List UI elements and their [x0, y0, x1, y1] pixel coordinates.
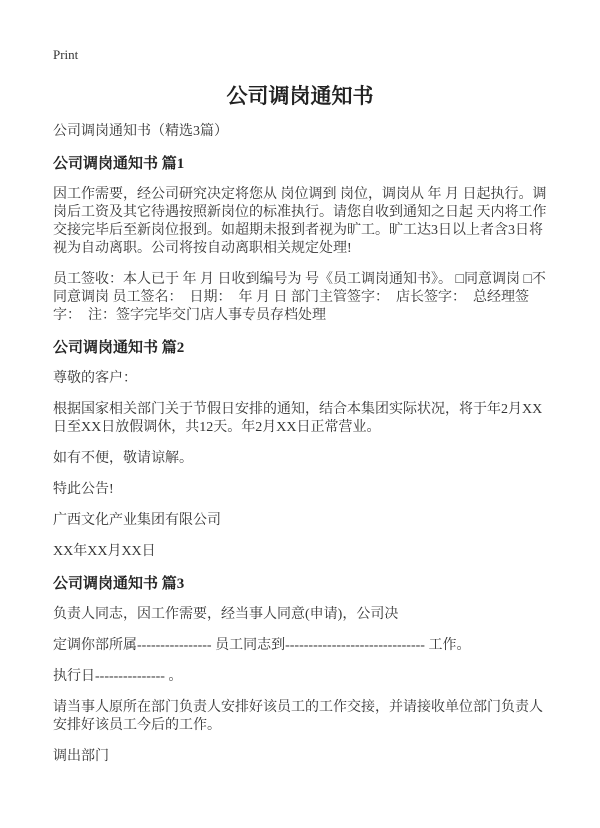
section-2-date-line: XX年XX月XX日: [53, 544, 156, 559]
section-2-company-name: 广西文化产业集团有限公司: [53, 513, 221, 528]
document-subtitle: 公司调岗通知书（精选3篇）: [53, 124, 228, 139]
section-3-handover-paragraph: 请当事人原所在部门负责人安排好该员工的工作交接，并请接收单位部门负责人安排好该员工今后的工作。: [53, 700, 543, 733]
section-2-heading: 公司调岗通知书 篇2: [53, 340, 185, 356]
section-1-paragraph-2: 员工签收：本人已于 年 月 日收到编号为 号《员工调岗通知书》。 □同意调岗 □不同意调岗 员工签名： 日期： 年 月 日 部门主管签字： 店长签字： 总经理签字： 注：签字完毕交门店人事专员存档处理: [53, 272, 546, 323]
page-title: 公司调岗通知书: [226, 84, 374, 108]
section-3-paragraph-1: 负责人同志，因工作需要，经当事人同意(申请)，公司决: [53, 607, 399, 622]
print-button[interactable]: Print: [53, 47, 79, 62]
section-2-salutation: 尊敬的客户：: [53, 371, 137, 386]
section-3-execution-date-line: 执行日--------------- 。: [53, 669, 183, 684]
section-1-paragraph-1: 因工作需要，经公司研究决定将您从 岗位调到 岗位，调岗从 年 月 日起执行。调岗后工资及其它待遇按照新岗位的标准执行。请您自收到通知之日起 天内将工作交接完毕后至新岗位报到。如超期未报到者视为旷工。旷工达3日以上者含3日将视为自动离职。公司将按自动离职相关规定处理!: [53, 187, 547, 256]
section-1-heading: 公司调岗通知书 篇1: [53, 156, 185, 172]
section-3-transfer-out-department-label: 调出部门: [53, 749, 109, 764]
section-3-transfer-blank-line: 定调你部所属---------------- 员工同志到------------------------------ 工作。: [53, 638, 471, 653]
section-3-heading: 公司调岗通知书 篇3: [53, 576, 185, 592]
section-2-announcement-line: 特此公告!: [53, 482, 114, 497]
section-2-apology-line: 如有不便，敬请谅解。: [53, 451, 193, 466]
section-2-paragraph-body: 根据国家相关部门关于节假日安排的通知，结合本集团实际状况，将于年2月XX日至XX日放假调休，共12天。年2月XX日正常营业。: [53, 402, 543, 435]
